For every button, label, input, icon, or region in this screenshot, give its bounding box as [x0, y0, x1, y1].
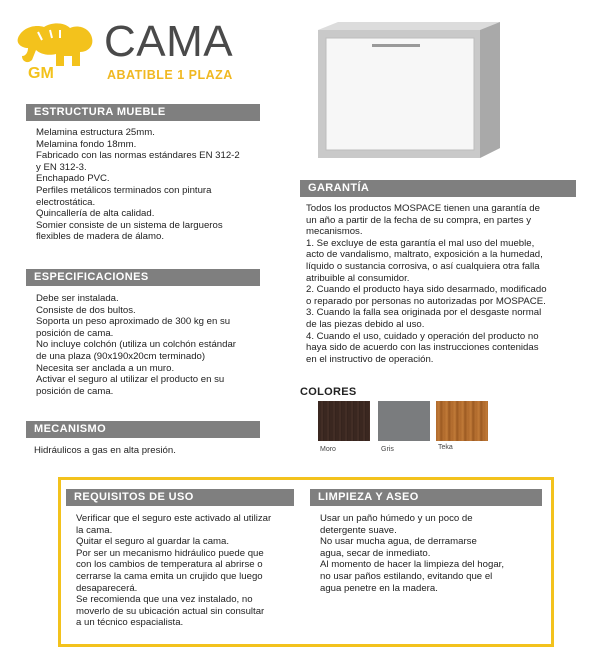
limpieza-line: Al momento de hacer la limpieza del hogar, [320, 559, 504, 571]
requisitos-line: con los cambios de temperatura al abrirse o [76, 559, 263, 571]
garantia-line: en el instructivo de operación. [306, 353, 434, 365]
garantia-line: acto de vandalismo, maltrato, exposición a la humedad, [306, 249, 543, 261]
garantia-line: haya sido de acuerdo con las instrucciones contenidas [306, 342, 539, 354]
limpieza-line: No usar mucha agua, de derramarse [320, 536, 477, 548]
especificaciones-line: Activar el seguro al utilizar el producto en su [36, 374, 225, 386]
garantia-line: de las piezas debido al uso. [306, 318, 425, 330]
limpieza-line: agua penetre en la madera. [320, 582, 438, 594]
requisitos-line: Quitar el seguro al guardar la cama. [76, 536, 230, 548]
mecanismo-body [34, 445, 258, 457]
requisitos-line: Se recomienda que una vez instalado, no [76, 594, 253, 606]
limpieza-line: no usar paños estilando, evitando que el [320, 570, 493, 582]
especificaciones-body [36, 293, 260, 397]
swatch-gris [378, 401, 430, 441]
garantia-line: 4. Cuando el uso, cuidado y operación del producto no [306, 330, 539, 342]
garantia-heading: GARANTÍA [300, 180, 576, 197]
garantia-line: mecanismos. [306, 226, 363, 238]
especificaciones-line: posición de cama. [36, 385, 114, 397]
estructura-line: Fabricado con las normas estándares EN 312-2 [36, 150, 240, 162]
garantia-line: líquido o sustancia corrosiva, o así cualquiera otra falla [306, 260, 540, 272]
garantia-line: atribuible al consumidor. [306, 272, 410, 284]
brand-logo [8, 20, 98, 82]
especificaciones-line: Debe ser instalada. [36, 293, 119, 304]
requisitos-line: a un técnico espacialista. [76, 617, 184, 629]
mecanismo-line: Hidráulicos a gas en alta presión. [34, 445, 176, 456]
requisitos-body [76, 513, 298, 629]
garantia-line: un año a partir de la fecha de su compra, en partes y [306, 214, 532, 226]
estructura-body [36, 127, 260, 243]
folding-bed-image [312, 20, 502, 160]
especificaciones-line: Soporta un peso aproximado de 300 kg en su [36, 316, 231, 328]
especificaciones-line: No incluye colchón (utiliza un colchón estándar [36, 339, 236, 351]
garantia-line: o reparado por personas no autorizadas por MOSPACE. [306, 295, 546, 307]
mecanismo-heading: MECANISMO [26, 421, 260, 438]
estructura-line: Melamina fondo 18mm. [36, 138, 137, 150]
garantia-line: Todos los productos MOSPACE tienen una garantía de [306, 203, 540, 214]
garantia-line: 3. Cuando la falla sea originada por el desgaste normal [306, 307, 542, 319]
estructura-line: Somier consiste de un sistema de largueros [36, 219, 223, 231]
requisitos-line: moverlo de su ubicación actual sin consultar [76, 605, 265, 617]
page-subtitle: ABATIBLE 1 PLAZA [107, 68, 233, 82]
garantia-line: 2. Cuando el producto haya sido desarmado, modificado [306, 284, 547, 296]
estructura-line: Enchapado PVC. [36, 173, 110, 185]
requisitos-line: Verificar que el seguro este activado al utilizar [76, 513, 272, 524]
estructura-line: flexibles de madera de álamo. [36, 231, 164, 243]
swatch-teka [436, 401, 488, 441]
limpieza-heading: LIMPIEZA Y ASEO [310, 489, 542, 506]
especificaciones-line: Consiste de dos bultos. [36, 304, 136, 316]
elephant-logo-icon [8, 20, 98, 82]
requisitos-line: Por ser un mecanismo hidráulico puede que [76, 547, 264, 559]
requisitos-line: desaparecerá. [76, 582, 138, 594]
svg-text:GM: GM [28, 65, 54, 82]
product-image [312, 20, 502, 160]
estructura-line: Perfiles metálicos terminados con pintura [36, 184, 212, 196]
estructura-line: Melamina estructura 25mm. [36, 127, 155, 138]
especificaciones-line: de una plaza (90x190x20cm terminado) [36, 350, 206, 362]
limpieza-body [320, 513, 546, 594]
swatch-moro [318, 401, 370, 441]
limpieza-line: Usar un paño húmedo y un poco de [320, 513, 473, 524]
estructura-line: Quincallería de alta calidad. [36, 208, 155, 220]
page-title: CAMA [104, 17, 234, 66]
requisitos-heading: REQUISITOS DE USO [66, 489, 294, 506]
requisitos-line: la cama. [76, 524, 113, 536]
limpieza-line: agua, secar de inmediato. [320, 547, 431, 559]
estructura-heading: ESTRUCTURA MUEBLE [26, 104, 260, 121]
swatch-label-teka: Teka [438, 444, 453, 451]
swatch-label-gris: Gris [381, 446, 394, 453]
garantia-line: 1. Se excluye de esta garantía el mal uso del mueble, [306, 237, 535, 249]
especificaciones-line: posición de cama. [36, 327, 114, 339]
especificaciones-line: Necesita ser anclada a un muro. [36, 362, 175, 374]
swatch-label-moro: Moro [320, 446, 336, 453]
garantia-body [306, 203, 582, 365]
especificaciones-heading: ESPECIFICACIONES [26, 269, 260, 286]
estructura-line: y EN 312-3. [36, 161, 87, 173]
requisitos-line: cerrarse la cama emita un crujido que luego [76, 570, 263, 582]
estructura-line: electrostática. [36, 196, 96, 208]
limpieza-line: detergente suave. [320, 524, 397, 536]
colores-heading: COLORES [300, 386, 357, 398]
